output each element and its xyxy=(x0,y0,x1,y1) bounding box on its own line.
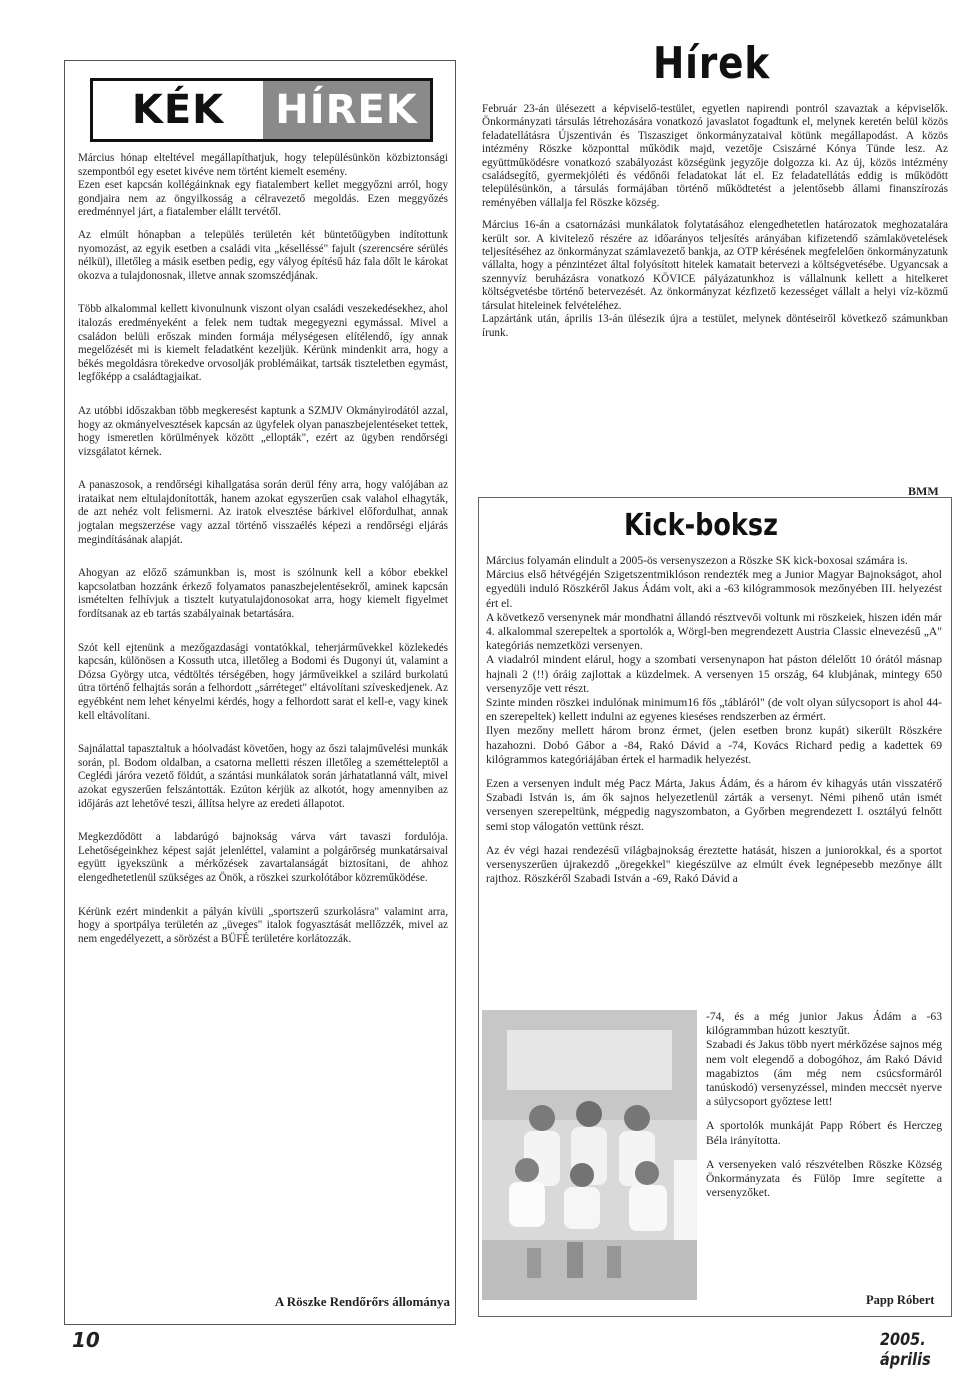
kickbox-signature: Papp Róbert xyxy=(866,1293,935,1307)
police-news-article xyxy=(78,152,448,946)
article-paragraph: Ezen eset kapcsán kollégáinknak egy fiatalembert kellet meggyőzni arról, hogy gondjaira nem az öngyilkosság a célravezető megoldás. Ezen meggyőzés eredménnyel járt, a fiatalember elállt tervétől. xyxy=(78,179,448,219)
hirek-article xyxy=(482,103,948,340)
kickbox-title: Kick-boksz xyxy=(624,508,778,543)
article-paragraph: Az utóbbi időszakban több megkeresést kaptunk a SZMJV Okmányirodától azzal, hogy az okmányelvesztések kapcsán az ügyfelek olyan panaszbejelentéseket tettek, hogy ismeretlen körülmények között „ellopták", ezért az ügyben rendőrségi vizsgálatot kérnek. xyxy=(78,404,448,458)
article-paragraph: Ilyen mezőny mellett három bronz érmet, (jelen esetben bronz kupát) sikerült Röszkére hazahozni. Dobó Gábor a -84, Rakó Dávid a -74, Kovács Richard pedig a kadettek 69 kilógrammos kategóriájában értek el harmadik helyezést. xyxy=(486,724,942,766)
article-paragraph: Március 16-án a csatornázási munkálatok folytatásához elengedhetetlen határozatok meghozatalára került sor. A kivitelező részére az időarányos teljesítés arányában kifizetendő számlakövetelések teljesítéséhez az önkormányzat számlavezető bankja, az OTP kérésének megfelelően önkormányzatunk vállalta, hogy a pénzintézet által folyósított hitelek kamatait betervezi a költségvetésébe. Ugyancsak a szennyvíz beruházásra vonatkozó KÖVICE pályázatunkhoz is vállalnunk kellett a hitelkeret költségvetésbe történő betervezését. Az önkormányzat kézfizető kezességet vállalt a helyi víz-közmű társulat hiteleinek felvételéhez. xyxy=(482,219,948,312)
article-paragraph: Szabadi és Jakus több nyert mérkőzése sajnos még nem volt elegendő a dobogóhoz, ám Rakó Dávid magabiztos (ám még nem csúcsformáról tanúskodó) versenyzéssel, minden meccsét nyerve a súlycsoport győztese lett! xyxy=(706,1038,942,1109)
article-paragraph: Kérünk ezért mindenkit a pályán kívüli „sportszerű szurkolásra" valamint arra, hogy a sportpálya területén az „üveges" italok fogyasztását mellőzzék, mivel az nem engedélyezett, a sörözést a BÜFÉ területére korlátozzák. xyxy=(78,905,448,945)
article-paragraph: Ezen a versenyen indult még Pacz Márta, Jakus Ádám, és a három év kihagyás után visszatérő Szabadi István is, ám ők sajnos helyezetlenül zárták a versenyt. Némi pihenő után ismét versenyen szerepeltünk, mégpedig nagyszombaton, a Győrben megrendezett I. osztályú felnőtt semi stop válogatón vettünk részt. xyxy=(486,777,942,833)
article-paragraph: A sportolók munkáját Papp Róbert és Herczeg Béla irányította. xyxy=(706,1119,942,1147)
article-paragraph: Ahogyan az előző számunkban is, most is szólnunk kell a kóbor ebekkel kapcsolatban hozzánk érkező folyamatos panaszbejelentésekről, aminek kapcsán ismételten felhívjuk a tisztelt kutyatulajdonosokat arra, hogy kiemelt figyelmet fordítsanak az eb tartás szabályainak betartására. xyxy=(78,567,448,621)
article-paragraph: Az év végi hazai rendezésű világbajnokság éreztette hatását, hiszen a juniorokkal, és a sportot versenyszerűen újrakezdő „öregekkel" kiegészülve az elmúlt évek legnépesebb mezőnye állt rajthoz. Röszkéről Szabadi István a -69, Rakó Dávid a xyxy=(486,843,942,886)
team-photo-image xyxy=(482,1010,697,1300)
article-paragraph: Március első hétvégéjén Szigetszentmiklóson rendezték meg a Junior Magyar Bajnokságot, ahol egyedüli induló Röszkéről Jakus Ádám volt, aki a -63 kilógrammosok mezőnyében III. helyezést ért el. xyxy=(486,568,942,610)
article-paragraph: Március hónap elteltével megállapíthatjuk, hogy településünkön közbiztonsági szempontból egy esetet kivéve nem történt kiemelt esemény. xyxy=(78,152,448,178)
article-paragraph: Lapzártánk után, április 13-án ülésezik újra a testület, melynek döntéseiről következő számunkban írunk. xyxy=(482,313,948,339)
kickbox-article-bottom xyxy=(706,1010,942,1200)
article-paragraph: A következő versenynek már mondhatni állandó résztvevői voltunk mi röszkeiek, hiszen idén már 4. alkalommal szerepeltek a sportolók a, Wörgl-ben megrendezett Austria Classic elnevezésű „A" kategóriás nemzetközi versenyen. xyxy=(486,610,942,653)
article-paragraph: Az elmúlt hónapban a település területén két büntetőügyben indítottunk nyomozást, az egyik esetben a családi vita „késelléssé" fajult (szerencsére sérülés nélkül), illetőleg a másik esetben pedig, egy vályog építésű ház fala dőlt le károkat okozva a tulajdonosnak, illetve annak szomszédjának. xyxy=(78,228,448,282)
article-paragraph: Megkezdődött a labdarúgó bajnokság várva várt tavaszi fordulója. Lehetőségeinkhez képest saját jelenléttel, valamint a polgárőrség munkatársaival együtt igyekszünk a mérkőzések zavartalanságát biztosítani, de ahhoz elengedhetetlenül szükséges az Önök, a röszkei szurkolótábor közreműködése. xyxy=(78,831,448,884)
article-paragraph: Március folyamán elindult a 2005-ös versenyszezon a Röszke SK kick-boxosai számára is. xyxy=(486,554,908,567)
article-paragraph: Sajnálattal tapasztaltuk a hóolvadást követően, hogy az őszi talajművelési munkák során, pl. Bodom oldalban, a csatorna melletti részen illetőleg a szemétteleptől a Ceglédi járóra vezető földút, a szántási munkálatok során járhatatlanná vált, mivel azokat egyszerűen felszántották. Ezúton kérjük az alkotót, hogy amennyiben az időjárás azt lehetővé teszi, állítsa helyre az eredeti állapotot. xyxy=(78,743,448,810)
article-paragraph: A versenyeken való részvételben Röszke Község Önkormányzata és Fülöp Imre segítette a versenyzőket. xyxy=(706,1157,942,1200)
hirek-signature: BMM xyxy=(908,484,939,498)
kickbox-article-top xyxy=(486,554,942,886)
police-signature: A Röszke Rendőrőrs állománya xyxy=(274,1294,450,1309)
masthead-kek: KÉK xyxy=(93,81,263,139)
issue-date: 2005. április xyxy=(880,1330,931,1370)
article-paragraph: A panaszosok, a rendőrségi kihallgatása során derül fény arra, hogy valójában az irataikat nem eltulajdonították, hanem azokat egyszerűen csak valahol elhagyták, de azt nehéz volt felismerni. Az iratok elvesztése bárkivel előfordulhat, annak jogtalan megszerzése vagy azzal történő visszaélés képezi a rendőrségi eljárás megindításának alapját. xyxy=(78,479,448,546)
masthead xyxy=(90,78,433,142)
article-paragraph: A viadalról mindent elárul, hogy a szombati versenynapon hat páston délelőtt 10 órától másnap hajnali 2 (!!) óráig zajlottak a küzdelmek. A versenyen 15 ország, 64 klubjának, mintegy 650 versenyzője vett részt. xyxy=(486,653,942,695)
article-paragraph: Február 23-án ülésezett a képviselő-testület, egyetlen napirendi pontról szavaztak a képviselők. Önkormányzati társulás létrehozására vonatkozó javaslatot fogadtunk el, melynek keretén belül közös feladatellátásra Újszentiván és Tiszasziget önkormányzataival kötünk megállapodást. A közös intézmény Röszke központtal működik majd, vezetője Csiszárné Kónya Tünde lesz. Az együttműködésre vonatkozó szabályozást községünk jegyzője dolgozza ki. Az új, közös intézmény családsegítő, gyermekjóléti és védőnői feladatokat lát el. Ez feladatellátás eddig is működött településünkön, a társulás formájában történő működtetést a jelentősebb állami finanszírozás reményében vállalja fel Röszke község. xyxy=(482,103,948,209)
team-photo xyxy=(482,1010,697,1300)
hirek-title: Hírek xyxy=(653,38,771,89)
article-paragraph: Több alkalommal kellett kivonulnunk viszont olyan családi veszekedésekhez, ahol italozás eredményeként a felek nem tudtak megegyezni egymással. Mivel a családon belüli erőszak minden formája mélységesen elítélendő, így annak megelőzését mi is kiemelt feladatként kezeljük. Kérünk mindenkit arra, hogy a békés megoldásra törekedve orvosolják problémáikat, tartsák tiszteletben egymást, legfőképp a családtagjaikat. xyxy=(78,303,448,384)
article-paragraph: Szót kell ejtenünk a mezőgazdasági vontatókkal, teherjárművekkel közlekedés kapcsán, különösen a Kossuth utca, illetőleg a Bodomi és Dugonyi út, valamint a Dózsa György utca, védtöltés térségében, hogy járműveikkel a szilárd burkolatú útra történő felhajtás során a felhordott „sárréteget" eltávolítani szíveskedjenek. Az egyébként nem lehet kényelmi kérdés, hogy a felhordott sarat el kell-e, vagy kinek kell eltávolítani. xyxy=(78,641,448,722)
article-paragraph: -74, és a még junior Jakus Ádám a -63 kilógrammban húzott kesztyűt. xyxy=(706,1010,942,1038)
page-number: 10 xyxy=(72,1328,100,1352)
article-paragraph: Szinte minden röszkei indulónak minimum16 fős „tábláról" (de volt olyan súlycsoport is ahol 44-en szerepeltek) kellett indulni az egyenes kieséses rendszerben az érmért. xyxy=(486,696,942,724)
masthead-hirek: HÍREK xyxy=(263,81,430,139)
